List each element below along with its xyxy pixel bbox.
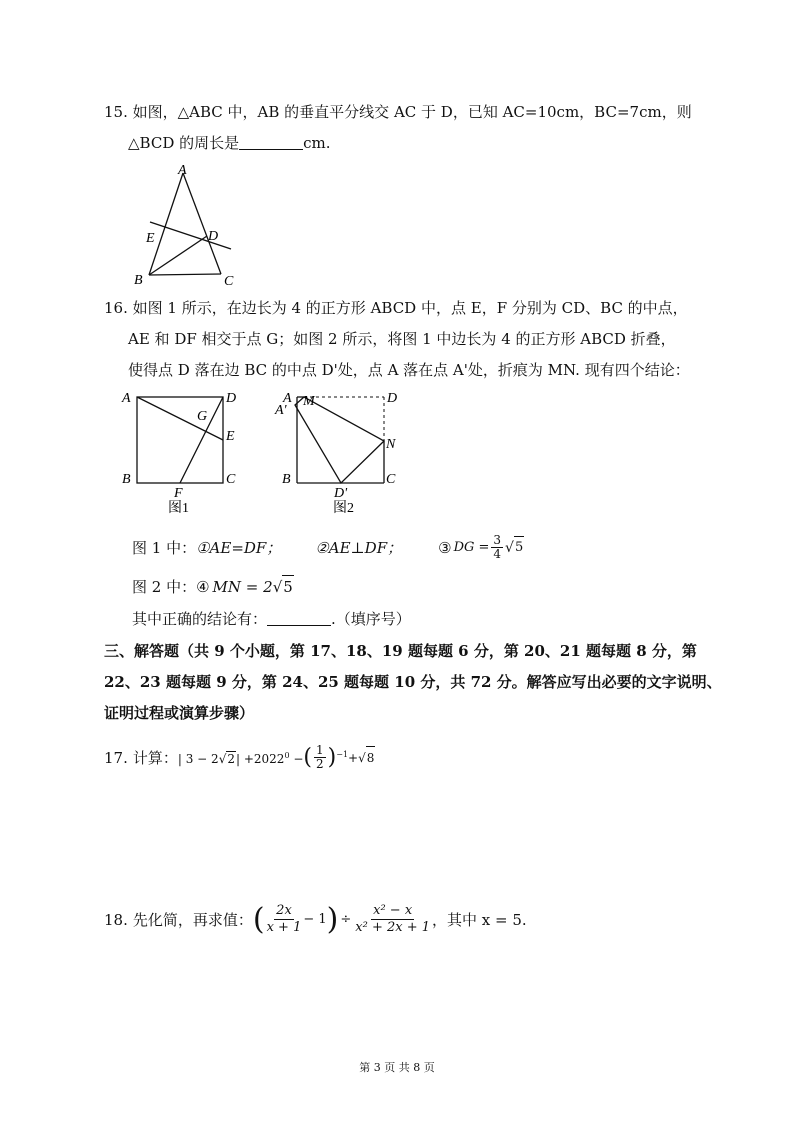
q18-line: 18. 先化简，再求值： ( $\frac{2x}{x + 1}$ − 1 ) ÷ $\frac{\text{x² − x}}{\text{x² + 2x + 1}}$ ，其中 x = 5. xyxy=(104,901,527,937)
q18-frac1-denominator: x + 1 xyxy=(266,920,302,935)
q16-line1 xyxy=(104,297,688,319)
q18-number: 18. xyxy=(104,910,128,929)
fig1-segment-ae xyxy=(137,397,223,440)
q16-conclusions-fig1: 图 1 中： ①AE=DF； ②AE⊥DF； ③ DG = $\frac{3}{4}$ √ 5 xyxy=(132,533,524,561)
q15-line2 xyxy=(128,132,331,154)
q15-unit: cm. xyxy=(303,134,331,152)
fig1-caption: 图1 xyxy=(168,501,189,516)
q17-radicand-8: 8 xyxy=(366,746,376,769)
q17-zero-exponent: 0 xyxy=(284,751,290,760)
q16-c3-denominator: 4 xyxy=(493,547,502,561)
q16-conclusion-3-marker: ③ xyxy=(438,538,452,557)
fig2-caption: 图2 xyxy=(333,501,354,516)
q16-text-line1: 如图 1 所示，在边长为 4 的正方形 ABCD 中，点 E，F 分别为 CD、BC 的中点， xyxy=(132,299,688,317)
q18-frac2-numerator: x² − x xyxy=(373,903,413,918)
section3-heading-line1: 三、解答题（共 9 个小题，第 17、18、19 题每题 6 分，第 20、21 题每题 8 分，第 xyxy=(104,642,697,660)
q16-conclusion-3-fraction xyxy=(491,534,503,561)
q18-frac2-denominator: x² + 2x + 1 xyxy=(355,920,431,935)
q16-c3-numerator: 3 xyxy=(493,533,502,547)
fig1-label-e: E xyxy=(226,429,235,444)
fig2-label-c: C xyxy=(386,472,396,487)
q15-label-c: C xyxy=(224,274,234,289)
section3-heading-line3: 证明过程或演算步骤） xyxy=(104,704,255,722)
q16-fig2-prefix: 图 2 中： xyxy=(132,577,197,596)
q16-conclusion-3-lhs: DG = xyxy=(453,539,490,555)
fig2-label-d: D xyxy=(387,391,398,406)
q18-suffix: ，其中 x = 5. xyxy=(432,910,527,929)
q18-prefix: 先化简，再求值： xyxy=(132,910,253,929)
q17-minus: − xyxy=(289,752,304,766)
q15-label-d: D xyxy=(208,229,219,244)
fig1-label-d: D xyxy=(226,391,237,406)
fig2-label-m: M xyxy=(303,394,315,409)
q16-conclusion-4-lhs: MN = 2 xyxy=(212,577,273,596)
q17-half-denominator: 2 xyxy=(316,757,324,771)
q15-label-a: A xyxy=(178,163,187,178)
q15-label-b: B xyxy=(134,273,143,288)
q17-plus: + xyxy=(348,750,359,765)
q17-number: 17. xyxy=(104,748,128,767)
q15-side-ac xyxy=(183,173,221,274)
q18-fraction-1 xyxy=(267,903,302,936)
q15-side-bc xyxy=(149,274,221,275)
q16-conclusion-1: ①AE=DF； xyxy=(196,538,282,557)
q16-answer-line xyxy=(132,608,411,630)
q15-figure xyxy=(128,160,243,290)
q17-half-fraction xyxy=(314,744,326,771)
q16-c3-radicand: 5 xyxy=(514,536,524,559)
q17-abs-close: | +2022 xyxy=(235,752,285,766)
fig1-label-c: C xyxy=(226,472,236,487)
q16-conclusions-fig2: 图 2 中： ④ MN = 2 √ 5 xyxy=(132,575,294,598)
fig2-label-d-prime: D' xyxy=(334,486,348,501)
q16-answer-prefix: 其中正确的结论有： xyxy=(132,610,268,628)
q18-minus-one: − 1 xyxy=(303,911,327,927)
q16-text-line2: AE 和 DF 相交于点 G；如图 2 所示，将图 1 中边长为 4 的正方形 ABCD 折叠， xyxy=(128,330,676,348)
q15-segment-bd xyxy=(149,236,207,275)
q16-figure1 xyxy=(118,385,248,517)
q17-prefix: 计算： xyxy=(132,748,178,767)
q16-fig1-prefix: 图 1 中： xyxy=(132,538,197,557)
fig1-label-f: F xyxy=(174,486,183,501)
q16-number: 16. xyxy=(104,299,128,317)
section3-heading-line2: 22、23 题每题 9 分，第 24、25 题每题 10 分，共 72 分。解答应写出必要的文字说明、 xyxy=(104,673,722,691)
fig2-label-b: B xyxy=(282,472,291,487)
q15-number: 15. xyxy=(104,103,128,121)
fig1-label-b: B xyxy=(122,472,131,487)
fig2-label-a: A xyxy=(283,391,292,406)
fig1-label-a: A xyxy=(122,391,131,406)
q15-text-line2: △BCD 的周长是 xyxy=(128,134,240,152)
q15-text-line1: 如图，△ABC 中，AB 的垂直平分线交 AC 于 D，已知 AC=10cm，BC=7cm，则 xyxy=(132,103,692,121)
q16-answer-suffix: .（填序号） xyxy=(331,610,411,628)
q17-expression: | $3 - 2√2| +2022^0$ − xyxy=(177,751,304,766)
fig1-label-g: G xyxy=(197,409,208,424)
q17-neg-exponent: −1 xyxy=(336,750,349,759)
q18-frac1-numerator: 2x xyxy=(276,903,292,918)
fig2-folded-quad xyxy=(295,397,384,483)
q18-divide: ÷ xyxy=(340,911,352,927)
q16-c4-radicand: 5 xyxy=(282,575,294,598)
q15-line1 xyxy=(104,101,692,123)
page-footer: 第 3 页 共 8 页 xyxy=(359,1061,435,1074)
fig2-label-a-prime: A' xyxy=(275,403,287,418)
fig2-label-n: N xyxy=(386,437,396,452)
q16-conclusion-4-marker: ④ xyxy=(196,577,210,596)
q16-conclusion-2: ②AE⊥DF； xyxy=(315,538,403,557)
q16-text-line3: 使得点 D 落在边 BC 的中点 D'处，点 A 落在点 A'处，折痕为 MN. 现有四个结论： xyxy=(128,361,690,379)
q15-label-e: E xyxy=(146,231,155,246)
q17-line: 17. 计算： | $3 - 2√2| +2022^0$ − ( $\frac{1}{2}$ ) −1 + √ 8 xyxy=(104,743,375,771)
q16-answer-blank xyxy=(267,611,331,626)
fig1-square xyxy=(137,397,223,483)
q18-fraction-2 xyxy=(355,903,430,936)
q17-abs-open: | 3 − 2 xyxy=(177,752,219,766)
q17-half-numerator: 1 xyxy=(316,743,324,757)
q15-answer-blank xyxy=(239,135,303,150)
q17-abs-radicand: 2 xyxy=(227,752,235,766)
q16-figure2 xyxy=(270,385,410,517)
